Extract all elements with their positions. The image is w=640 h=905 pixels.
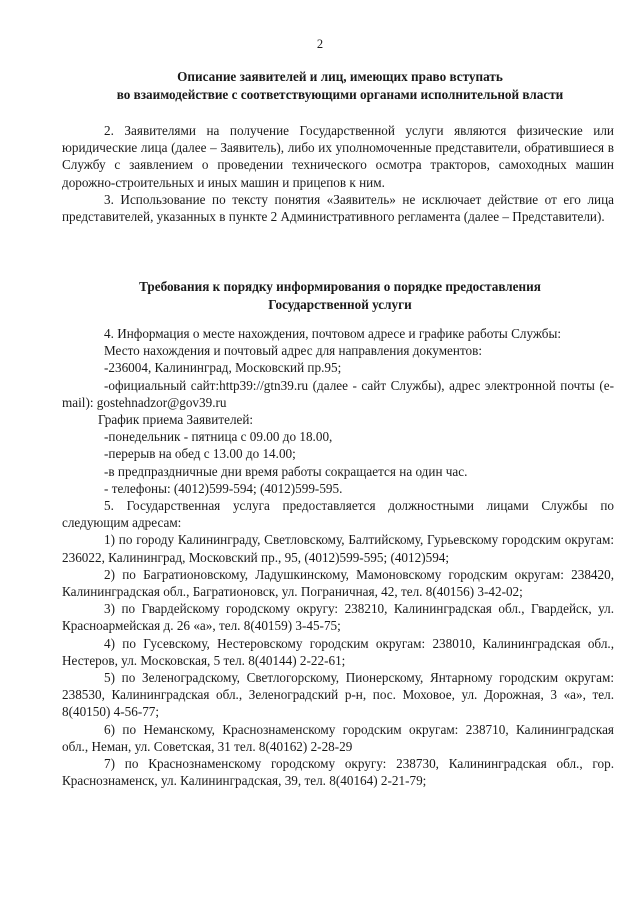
heading-line: Государственной услуги (268, 297, 412, 312)
office-item: 6) по Неманскому, Краснознаменскому городским округам: 238710, Калининградская обл., Неман, ул. Советская, 31 тел. 8(40162) 2-28-29 (62, 721, 614, 754)
heading-line: Требования к порядку информирования о порядке предоставления (139, 279, 541, 294)
office-item: 2) по Багратионовскому, Ладушкинскому, Мамоновскому городским округам: 238420, Калининградская обл., Багратионовск, ул. Пограничная, 42, тел. 8(40156) 3-42-02; (62, 566, 614, 600)
office-item: 3) по Гвардейскому городскому округу: 238210, Калининградская обл., Гвардейск, ул. Красноармейская д. 26 «а», тел. 8(40159) 3-45-75; (62, 601, 614, 634)
schedule-item: -перерыв на обед с 13.00 до 14.00; (104, 446, 296, 462)
paragraph-2: 2. Заявителями на получение Государственной услуги являются физические или юридические лица (далее – Заявитель), либо их уполномоченные представители, обратившиеся в Службу с заявлением о проведении технического осмотра тракторов, самоходных машин дорожно-строительных и иных машин и прицепов к ним. (62, 123, 614, 190)
service-address: -236004, Калининград, Московский пр.95; (104, 360, 342, 376)
section-heading-applicants (60, 68, 620, 104)
paragraph-5: 5. Государственная услуга предоставляется должностными лицами Службы по следующим адресам: (62, 498, 614, 531)
office-item: 7) по Краснознаменскому городскому округу: 238730, Калининградская обл., гор. Краснознаменск, ул. Калининградская, 39, тел. 8(40164) 2-21-79; (62, 756, 614, 789)
paragraph-3: 3. Использование по тексту понятия «Заявитель» не исключает действие от его лица представителей, указанных в пункте 2 Административного регламента (далее – Представители). (62, 191, 614, 225)
schedule-item: -в предпраздничные дни время работы сокращается на один час. (104, 463, 468, 479)
section-heading-information (60, 278, 620, 314)
applicants-section (62, 122, 614, 225)
heading-line: во взаимодействие с соответствующими органами исполнительной власти (116, 87, 564, 102)
schedule-label: График приема Заявителей: (98, 412, 254, 428)
heading-line: Описание заявителей и лиц, имеющих право вступать (177, 69, 503, 84)
office-item: 1) по городу Калининграду, Светловскому, Балтийскому, Гурьевскому городским округам: 236022, Калининград, Московский пр., 95, (4012)599-595; (4012)594; (62, 532, 614, 565)
office-item: 4) по Гусевскому, Нестеровскому городским округам: 238010, Калининградская обл., Нестеров, ул. Московская, 5 тел. 8(40144) 2-22-61; (62, 635, 614, 668)
website-and-email: -официальный сайт:http39://gtn39.ru (далее - сайт Службы), адрес электронной почты (e-mail): gostehnadzor@gov39.ru (62, 377, 614, 410)
office-item: 5) по Зеленоградскому, Светлогорскому, Пионерскому, Янтарному городским округам: 238530, Калининградская обл., Зеленоградский р-н, пос. Моховое, ул. Дорожная, 3 «а», тел. 8(40150) 4-56-77; (62, 670, 614, 720)
page-number: 2 (316, 37, 324, 51)
schedule-item: -понедельник - пятница с 09.00 до 18.00, (104, 429, 333, 445)
paragraph-4: 4. Информация о месте нахождения, почтовом адресе и графике работы Службы: (104, 326, 562, 341)
information-section (62, 325, 614, 789)
schedule-item: - телефоны: (4012)599-594; (4012)599-595. (104, 480, 343, 496)
location-label: Место нахождения и почтовый адрес для направления документов: (104, 343, 483, 359)
